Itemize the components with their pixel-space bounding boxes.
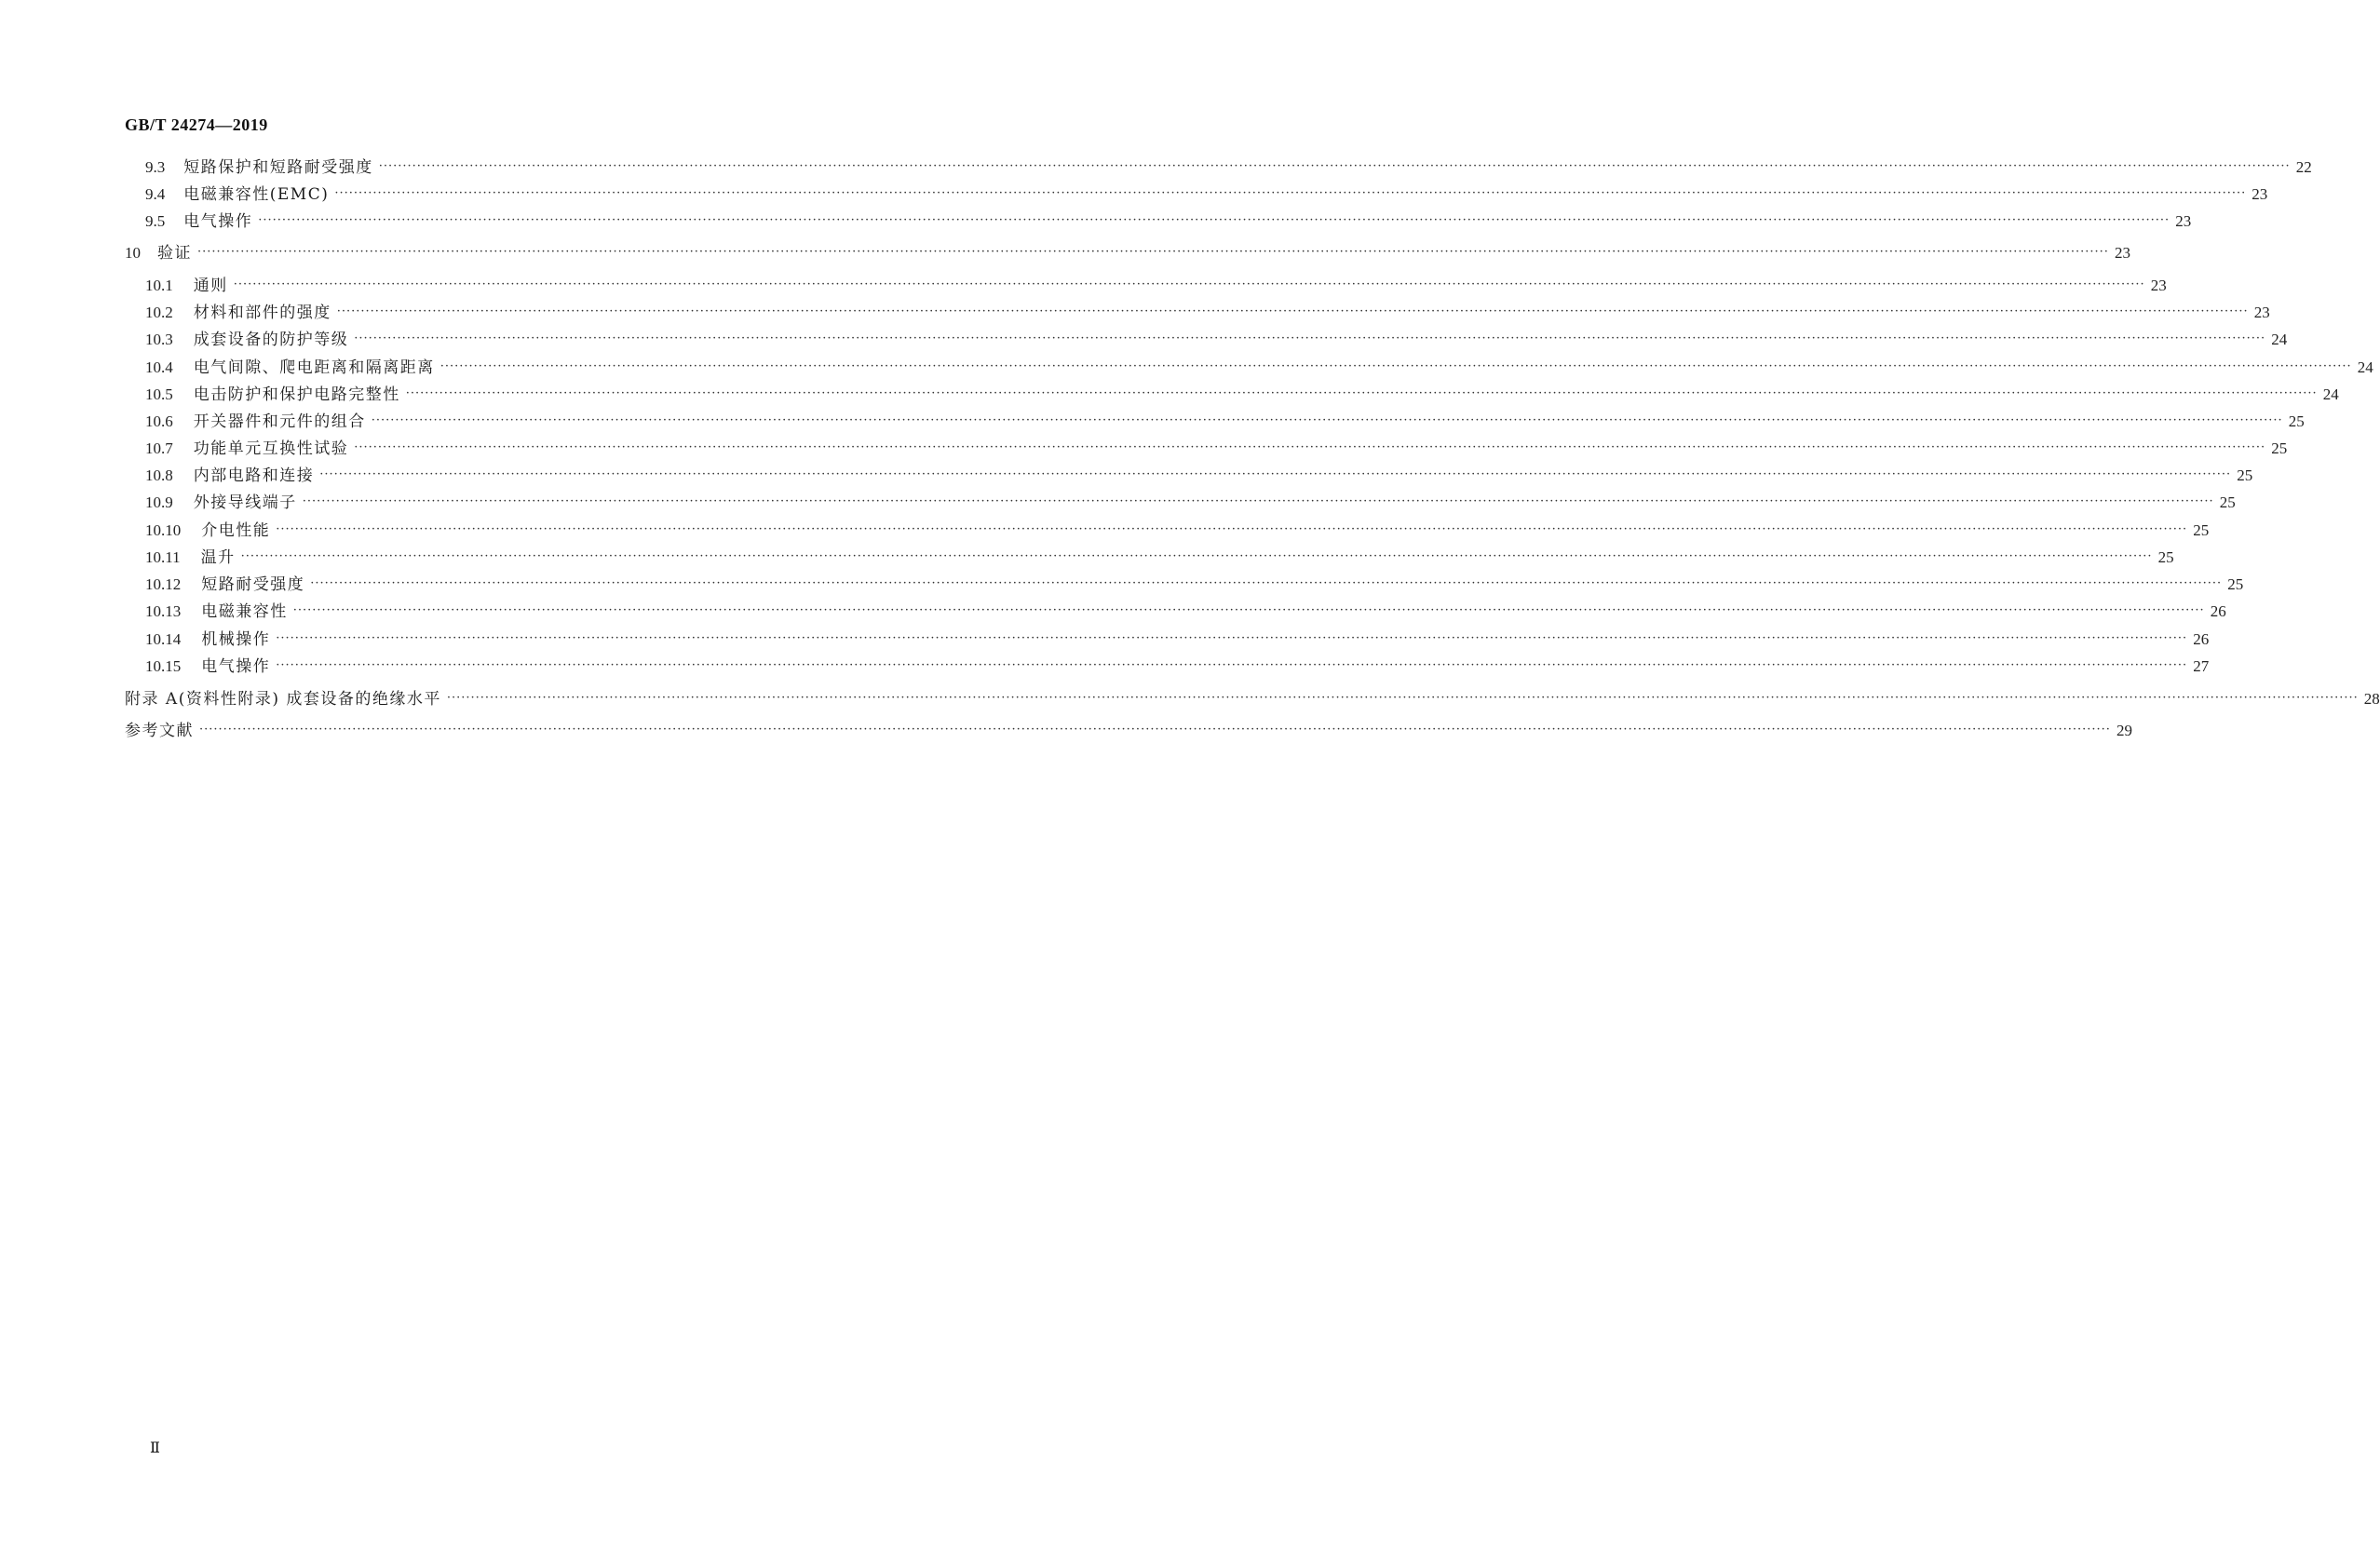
toc-dot-leader: ················································································································································································································································································································································································································ bbox=[371, 413, 2283, 427]
toc-entry[interactable] bbox=[145, 437, 2288, 461]
toc-entry[interactable] bbox=[145, 274, 2167, 298]
toc-entry-number: 10.6 bbox=[145, 412, 173, 430]
toc-entry-page: 23 bbox=[2253, 304, 2270, 321]
toc-entry-page: 22 bbox=[2295, 158, 2312, 176]
toc-entry-number: 10.8 bbox=[145, 466, 173, 484]
toc-dot-leader: ················································································································································································································································································································································································································ bbox=[378, 159, 2291, 173]
toc-dot-leader: ················································································································································································································································································································································································································ bbox=[276, 631, 2188, 645]
toc-entry-number: 9.4 bbox=[145, 185, 166, 203]
toc-entry-title: 机械操作 bbox=[201, 630, 271, 649]
document-code: GB/T 24274—2019 bbox=[125, 115, 268, 134]
toc-entry-page: 25 bbox=[2288, 412, 2305, 430]
toc-entry-number: 10.2 bbox=[145, 304, 173, 321]
toc-entry-number: 10 bbox=[125, 244, 141, 262]
toc-entry-title: 短路保护和短路耐受强度 bbox=[183, 158, 373, 177]
toc-dot-leader: ················································································································································································································································································································································································································ bbox=[199, 723, 2111, 737]
toc-entry[interactable] bbox=[125, 241, 2130, 265]
toc-dot-leader: ················································································································································································································································································································································································································ bbox=[197, 245, 2109, 259]
toc-entry-page: 24 bbox=[2322, 385, 2339, 403]
toc-dot-leader: ················································································································································································································································································································································································································ bbox=[276, 522, 2188, 536]
toc-entry-title: 电气间隙、爬电距离和隔离距离 bbox=[193, 358, 435, 377]
toc-entry-page: 23 bbox=[2150, 277, 2167, 294]
toc-entry-number: 10.13 bbox=[145, 602, 182, 620]
toc-entry[interactable] bbox=[145, 573, 2244, 597]
toc-entry[interactable] bbox=[145, 546, 2174, 570]
toc-entry-number: 10.9 bbox=[145, 493, 173, 511]
toc-entry-title: 外接导线端子 bbox=[193, 493, 297, 512]
toc-entry-title: 开关器件和元件的组合 bbox=[193, 412, 366, 431]
toc-entry-number: 10.4 bbox=[145, 358, 173, 376]
toc-entry[interactable] bbox=[145, 301, 2270, 325]
toc-entry-number: 10.3 bbox=[145, 331, 173, 348]
toc-entry-title: 验证 bbox=[157, 244, 192, 263]
toc-entry-title: 通则 bbox=[193, 277, 228, 295]
toc-entry-page: 23 bbox=[2252, 185, 2268, 203]
toc-entry-number: 10.11 bbox=[145, 548, 181, 566]
toc-entry[interactable] bbox=[145, 410, 2305, 434]
toc-entry-title: 材料和部件的强度 bbox=[193, 304, 331, 322]
toc-entry[interactable] bbox=[145, 210, 2192, 234]
toc-entry-title: 温升 bbox=[200, 548, 236, 567]
toc-entry-title: 短路耐受强度 bbox=[201, 575, 305, 594]
toc-dot-leader: ················································································································································································································································································································································································································ bbox=[405, 386, 2318, 400]
toc-entry-page: 25 bbox=[2193, 521, 2210, 539]
toc-entry-page: 27 bbox=[2193, 657, 2210, 675]
toc-entry-number: 9.5 bbox=[145, 212, 166, 230]
toc-entry-title: 介电性能 bbox=[201, 521, 271, 540]
toc-entry[interactable] bbox=[125, 687, 2380, 711]
toc-dot-leader: ················································································································································································································································································································································································································ bbox=[276, 658, 2188, 672]
toc-entry-title: (资料性附录) 成套设备的绝缘水平 bbox=[178, 690, 441, 709]
toc-entry-title: 电气操作 bbox=[183, 212, 253, 231]
page-number: Ⅱ bbox=[150, 1440, 160, 1456]
toc-entry-page: 25 bbox=[2227, 575, 2244, 593]
toc-dot-leader: ················································································································································································································································································································································································································ bbox=[439, 359, 2352, 373]
toc-entry-title: 电气操作 bbox=[201, 657, 271, 676]
toc-dot-leader: ················································································································································································································································································································································································································ bbox=[336, 304, 2249, 318]
toc-entry-page: 26 bbox=[2210, 602, 2226, 620]
toc-entry[interactable] bbox=[145, 356, 2373, 380]
toc-entry[interactable] bbox=[145, 383, 2339, 407]
toc-entry-title: 电磁兼容性(EMC) bbox=[183, 185, 330, 204]
toc-entry-title: 功能单元互换性试验 bbox=[193, 439, 349, 458]
toc-dot-leader: ················································································································································································································································································································································································································ bbox=[292, 603, 2205, 617]
toc-entry-page: 24 bbox=[2357, 358, 2373, 376]
toc-dot-leader: ················································································································································································································································································································································································································ bbox=[240, 549, 2153, 563]
toc-entry[interactable] bbox=[145, 600, 2226, 624]
toc-entry[interactable] bbox=[145, 491, 2236, 515]
toc-entry-page: 26 bbox=[2193, 630, 2210, 648]
toc-entry[interactable] bbox=[145, 155, 2312, 180]
toc-entry-page: 29 bbox=[2116, 722, 2132, 739]
toc-entry[interactable] bbox=[145, 628, 2210, 652]
toc-dot-leader: ················································································································································································································································································································································································································ bbox=[258, 213, 2170, 227]
toc-entry-number: 10.14 bbox=[145, 630, 182, 648]
toc-entry-title: 电击防护和保护电路完整性 bbox=[193, 385, 400, 404]
toc-entry-number: 10.1 bbox=[145, 277, 173, 294]
toc-dot-leader: ················································································································································································································································································································································································································ bbox=[446, 691, 2359, 705]
toc-entry[interactable] bbox=[145, 182, 2268, 207]
toc-entry-page: 25 bbox=[2219, 493, 2236, 511]
toc-entry-number: 9.3 bbox=[145, 158, 166, 176]
toc-entry[interactable] bbox=[125, 719, 2132, 743]
toc-entry-page: 23 bbox=[2114, 244, 2130, 262]
toc-dot-leader: ················································································································································································································································································································································································································ bbox=[354, 331, 2266, 345]
toc-dot-leader: ················································································································································································································································································································································································································ bbox=[354, 440, 2266, 454]
toc-entry-number: 10.12 bbox=[145, 575, 182, 593]
toc-entry-number: 附录 A bbox=[125, 690, 179, 709]
toc-entry-title: 成套设备的防护等级 bbox=[193, 331, 349, 349]
toc-entry-number: 10.15 bbox=[145, 657, 182, 675]
toc-dot-leader: ················································································································································································································································································································································································································ bbox=[334, 186, 2247, 200]
toc-entry-page: 25 bbox=[2237, 466, 2253, 484]
toc-dot-leader: ················································································································································································································································································································································································································ bbox=[319, 467, 2232, 481]
toc-entry[interactable] bbox=[145, 655, 2210, 679]
toc-entry-number: 10.5 bbox=[145, 385, 173, 403]
toc-dot-leader: ················································································································································································································································································································································································································ bbox=[233, 277, 2145, 291]
toc-entry[interactable] bbox=[145, 328, 2288, 352]
toc-entry-page: 28 bbox=[2363, 690, 2380, 708]
toc-entry-page: 23 bbox=[2175, 212, 2192, 230]
toc-entry-number: 10.10 bbox=[145, 521, 182, 539]
toc-entry-page: 25 bbox=[2271, 439, 2288, 457]
toc-entry-title: 参考文献 bbox=[125, 722, 194, 740]
toc-entry-page: 25 bbox=[2157, 548, 2174, 566]
toc-entry-title: 内部电路和连接 bbox=[193, 466, 315, 485]
toc-entry[interactable] bbox=[145, 519, 2210, 543]
toc-entry[interactable] bbox=[145, 464, 2253, 488]
toc-dot-leader: ················································································································································································································································································································································································································ bbox=[310, 576, 2223, 590]
toc-entry-title: 电磁兼容性 bbox=[201, 602, 288, 621]
toc-entry-number: 10.7 bbox=[145, 439, 173, 457]
toc-dot-leader: ················································································································································································································································································································································································································ bbox=[302, 494, 2214, 508]
toc-entry-page: 24 bbox=[2271, 331, 2288, 348]
